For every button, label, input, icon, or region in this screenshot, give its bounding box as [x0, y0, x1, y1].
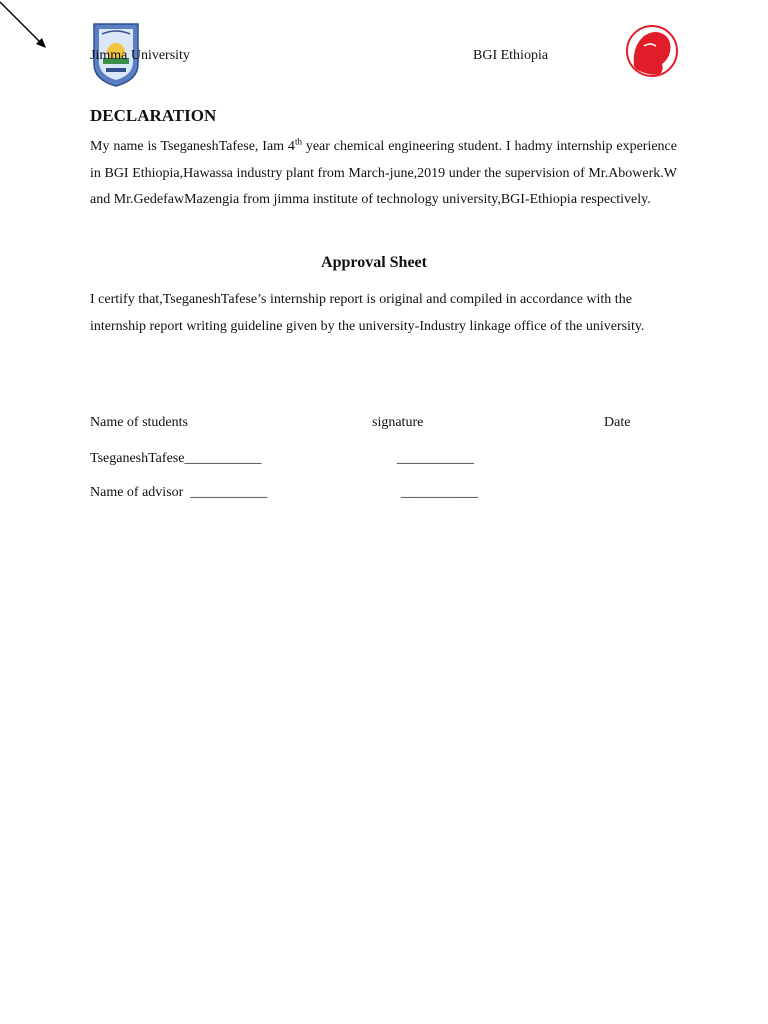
approval-paragraph: I certify that,TseganeshTafese’s internship report is original and compiled in accordance with the internship report writing guideline given by the university-Industry linkage office of the university. [90, 292, 645, 334]
column-date: Date [604, 415, 631, 430]
declaration-superscript: th [294, 136, 302, 147]
declaration-heading: DECLARATION [90, 106, 217, 125]
corner-arrow-icon [0, 0, 50, 50]
declaration-paragraph [90, 134, 677, 214]
declaration-text-part1: My name is TseganeshTafese, Iam 4 [90, 139, 295, 154]
university-name: Jimma University [90, 48, 190, 63]
column-name-of-students: Name of students [90, 415, 188, 430]
student-signature-line: ___________ [397, 451, 474, 466]
declaration-text-part2: year chemical engineering student. I hadmy internship experience in BGI Ethiopia,Hawassa industry plant from March-june,2019 under the supervision of Mr.Abowerk.W and Mr.GedefawMazengia from jimma institute of technology university,BGI-Ethiopia respectively. [90, 139, 677, 207]
student-name-line: TseganeshTafese___________ [90, 451, 262, 466]
company-name: BGI Ethiopia [473, 48, 549, 63]
advisor-signature-line: ___________ [401, 485, 478, 500]
bgi-ethiopia-logo [624, 24, 680, 78]
column-signature: signature [372, 415, 424, 430]
approval-heading: Approval Sheet [321, 254, 427, 271]
advisor-name-line: Name of advisor ___________ [90, 485, 268, 500]
